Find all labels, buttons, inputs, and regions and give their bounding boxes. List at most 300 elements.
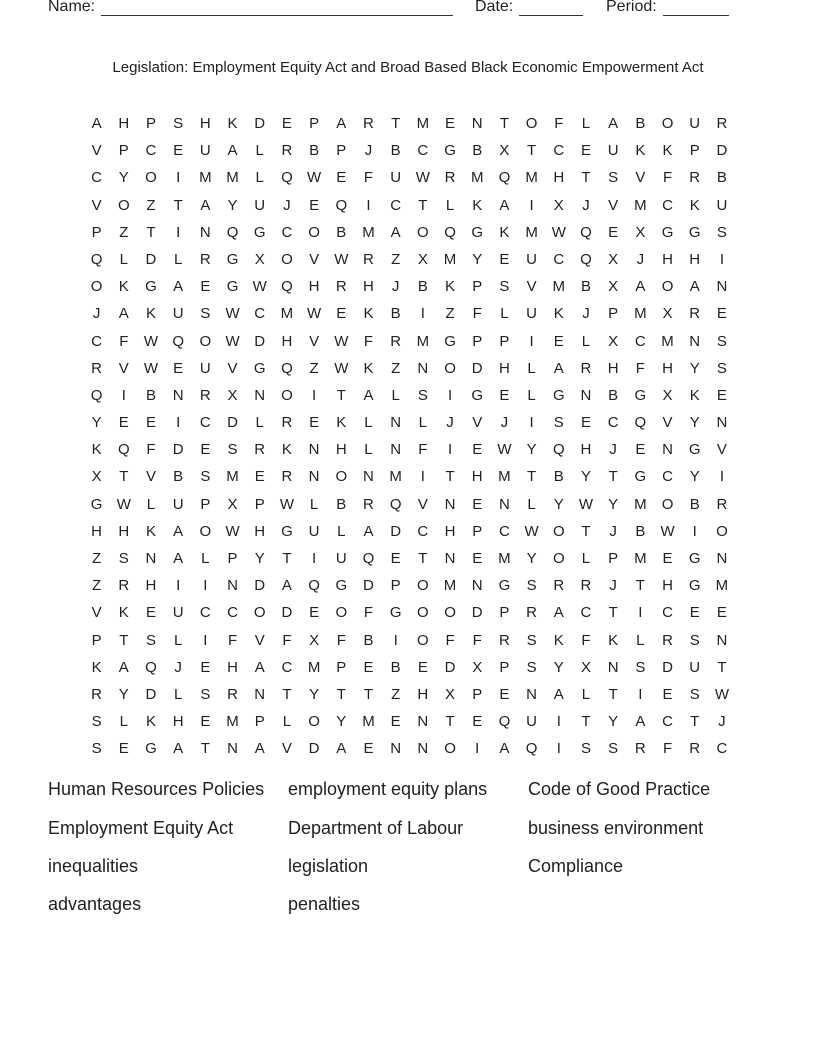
date-label: Date: (475, 0, 514, 15)
grid-cell: R (662, 631, 673, 649)
period-line[interactable] (663, 0, 729, 16)
grid-cell: W (524, 522, 539, 540)
grid-cell: K (227, 115, 238, 132)
grid-cell: E (118, 414, 129, 432)
grid-cell: W (143, 359, 159, 377)
grid-cell: Q (145, 658, 157, 676)
grid-cell: H (689, 250, 701, 268)
grid-cell: G (145, 740, 157, 758)
grid-cell: C (580, 604, 592, 622)
grid-cell: T (119, 631, 129, 649)
grid-cell: P (309, 115, 320, 132)
grid-cell: E (689, 604, 700, 622)
grid-cell: T (418, 550, 428, 567)
grid-cell: C (254, 305, 266, 323)
grid-cell: F (146, 441, 156, 459)
grid-cell: T (336, 685, 346, 703)
grid-cell: U (689, 115, 701, 132)
grid-cell: R (716, 115, 728, 132)
grid-cell: H (91, 522, 103, 540)
grid-cell: S (227, 441, 238, 459)
grid-cell: K (118, 278, 129, 296)
grid-cell: N (444, 550, 456, 567)
grid-cell: W (334, 359, 349, 377)
grid-cell: Z (92, 550, 102, 567)
grid-cell: U (335, 550, 347, 567)
grid-cell: C (662, 604, 673, 622)
grid-cell: M (470, 169, 484, 187)
grid-cell: K (118, 604, 129, 622)
grid-cell: U (254, 196, 266, 214)
word-list-item: Department of Labour (288, 818, 464, 838)
grid-cell: D (145, 250, 157, 268)
grid-cell: K (363, 305, 374, 323)
grid-cell: N (580, 386, 592, 404)
word-list-item: Employment Equity Act (48, 818, 234, 838)
grid-cell: D (254, 577, 266, 595)
grid-cell: N (390, 740, 402, 758)
grid-cell: S (716, 223, 727, 241)
grid-cell: Q (552, 441, 565, 459)
grid-cell: I (556, 713, 561, 731)
grid-cell: A (499, 196, 510, 214)
grid-cell: I (203, 631, 208, 649)
grid-cell: W (225, 305, 240, 323)
grid-cell: W (497, 441, 512, 459)
grid-cell: Q (362, 550, 375, 567)
grid-cell: U (172, 305, 184, 323)
grid-cell: O (308, 713, 320, 731)
grid-row (83, 224, 736, 251)
grid-cell: E (145, 414, 156, 432)
word-list-item: penalties (288, 894, 361, 914)
grid-cell: F (363, 332, 374, 350)
grid-cell: L (445, 196, 455, 214)
grid-cell: T (336, 386, 346, 404)
grid-cell: N (444, 495, 456, 513)
grid-cell: H (227, 658, 238, 676)
grid-cell: B (336, 495, 347, 513)
grid-cell: Y (526, 441, 537, 459)
grid-cell: G (335, 577, 348, 595)
grid-cell: C (498, 522, 510, 540)
grid-cell: E (173, 142, 184, 160)
name-field[interactable] (48, 0, 453, 16)
grid-cell: P (91, 223, 102, 241)
grid-cell: J (92, 305, 101, 323)
grid-cell: O (552, 522, 565, 540)
grid-cell: N (363, 468, 374, 486)
grid-cell: I (312, 550, 317, 567)
grid-cell: E (580, 142, 591, 160)
grid-cell: D (254, 332, 266, 350)
grid-cell: O (661, 495, 674, 513)
grid-cell: W (307, 305, 322, 323)
grid-cell: V (526, 278, 537, 296)
grid-cell: C (553, 142, 565, 160)
grid-cell: A (118, 305, 129, 323)
grid-cell: L (527, 386, 536, 404)
grid-cell: L (581, 550, 591, 567)
grid-cell: V (227, 359, 238, 377)
grid-cell: I (176, 169, 181, 187)
grid-cell: I (420, 468, 425, 486)
grid-cell: Q (226, 223, 239, 241)
grid-cell: I (719, 468, 724, 486)
grid-cell: N (716, 631, 728, 649)
grid-cell: K (499, 223, 510, 241)
grid-cell: E (118, 740, 129, 758)
grid-cell: L (309, 495, 319, 513)
grid-cell: W (714, 685, 729, 703)
name-label: Name: (48, 0, 96, 15)
grid-cell: O (417, 604, 429, 622)
grid-cell: W (660, 522, 675, 540)
grid-cell: X (608, 278, 619, 296)
grid-cell: M (552, 278, 566, 296)
grid-cell: M (443, 250, 457, 268)
word-list-item: advantages (48, 894, 142, 914)
grid-cell: V (608, 196, 619, 214)
grid-cell: L (418, 414, 428, 432)
grid-cell: E (309, 604, 320, 622)
grid-cell: I (176, 577, 181, 595)
grid-cell: G (226, 278, 239, 296)
grid-cell: F (662, 740, 673, 758)
grid-cell: K (336, 414, 347, 432)
grid-cell: P (499, 604, 510, 622)
grid-cell: I (366, 196, 371, 214)
grid-cell: Y (689, 359, 700, 377)
grid-cell: T (527, 468, 537, 486)
grid-cell: A (635, 278, 646, 296)
grid-cell: O (145, 169, 157, 187)
grid-cell: I (692, 522, 697, 540)
grid-cell: D (254, 115, 266, 132)
grid-cell: P (254, 495, 265, 513)
grid-cell: D (363, 577, 374, 595)
grid-cell: O (281, 250, 293, 268)
date-line[interactable] (519, 0, 583, 16)
grid-cell: G (688, 223, 701, 241)
grid-cell: O (661, 278, 674, 296)
grid-cell: G (634, 468, 647, 486)
grid-cell: N (716, 414, 728, 432)
grid-cell: U (172, 495, 184, 513)
grid-cell: P (145, 115, 156, 132)
grid-cell: A (689, 278, 700, 296)
grid-cell: R (227, 685, 238, 703)
grid-cell: X (553, 196, 564, 214)
grid-cell: T (146, 223, 156, 241)
grid-cell: H (118, 522, 130, 540)
grid-row (83, 659, 736, 686)
grid-cell: A (553, 359, 564, 377)
grid-cell: L (337, 522, 346, 540)
grid-cell: H (145, 577, 157, 595)
grid-cell: I (529, 414, 534, 432)
grid-cell: O (199, 522, 212, 540)
grid-row (83, 468, 736, 495)
grid-cell: B (689, 495, 700, 513)
grid-cell: N (254, 386, 266, 404)
grid-cell: R (526, 604, 538, 622)
grid-cell: K (363, 359, 374, 377)
grid-cell: E (662, 685, 673, 703)
grid-cell: Q (498, 169, 511, 187)
grid-cell: U (199, 359, 211, 377)
date-field[interactable] (475, 0, 583, 16)
grid-cell: L (255, 142, 264, 160)
grid-row (83, 278, 736, 305)
grid-cell: R (498, 631, 510, 649)
grid-cell: I (176, 223, 181, 241)
grid-cell: I (393, 631, 398, 649)
grid-cell: D (172, 441, 184, 459)
grid-cell: G (226, 250, 239, 268)
grid-cell: O (281, 386, 293, 404)
grid-cell: M (634, 550, 647, 567)
grid-cell: X (227, 495, 238, 513)
grid-cell: F (581, 631, 591, 649)
grid-cell: B (716, 169, 727, 187)
grid-row (83, 387, 736, 414)
grid-cell: K (281, 441, 292, 459)
grid-cell: E (281, 115, 292, 132)
grid-cell: F (662, 169, 673, 187)
grid-cell: P (336, 658, 347, 676)
grid-cell: L (173, 631, 183, 649)
grid-cell: D (444, 658, 456, 676)
grid-cell: I (529, 196, 534, 214)
grid-cell: J (636, 250, 645, 268)
grid-cell: O (552, 550, 565, 567)
grid-cell: X (499, 142, 510, 160)
grid-cell: V (472, 414, 483, 432)
grid-cell: L (581, 332, 591, 350)
grid-cell: R (363, 495, 374, 513)
grid-cell: Y (227, 196, 238, 214)
grid-cell: N (607, 658, 619, 676)
grid-cell: E (445, 115, 456, 132)
grid-cell: S (689, 685, 700, 703)
grid-cell: Q (335, 196, 348, 214)
grid-cell: C (417, 142, 429, 160)
word-list-item: employment equity plans (288, 779, 488, 799)
grid-cell: Q (308, 577, 320, 595)
grid-cell: A (254, 740, 265, 758)
grid-cell: G (444, 332, 456, 350)
name-line[interactable] (101, 0, 453, 16)
grid-cell: Y (91, 414, 102, 432)
grid-cell: S (608, 169, 619, 187)
grid-cell: N (498, 495, 510, 513)
grid-cell: W (551, 223, 566, 241)
grid-cell: R (335, 278, 347, 296)
grid-cell: X (608, 332, 619, 350)
grid-cell: N (417, 713, 429, 731)
grid-cell: Y (254, 550, 265, 567)
period-field[interactable] (606, 0, 729, 16)
grid-cell: O (417, 223, 429, 241)
grid-cell: Z (309, 359, 319, 377)
grid-cell: H (580, 441, 592, 459)
grid-cell: D (471, 604, 483, 622)
grid-cell: A (390, 223, 401, 241)
grid-cell: W (578, 495, 594, 513)
grid-cell: B (363, 631, 374, 649)
grid-cell: S (145, 631, 156, 649)
grid-cell: W (252, 278, 267, 296)
grid-cell: Q (90, 250, 103, 268)
grid-cell: M (199, 169, 212, 187)
grid-cell: L (146, 495, 156, 513)
grid-cell: N (390, 414, 402, 432)
grid-cell: T (499, 115, 509, 132)
grid-cell: C (662, 196, 673, 214)
grid-cell: G (444, 142, 456, 160)
grid-cell: E (499, 250, 510, 268)
grid-cell: P (472, 685, 483, 703)
grid-cell: K (553, 305, 564, 323)
grid-cell: T (445, 468, 455, 486)
grid-cell: V (716, 441, 727, 459)
grid-cell: M (525, 223, 538, 241)
grid-cell: F (227, 631, 238, 649)
grid-cell: E (309, 414, 320, 432)
grid-cell: C (662, 468, 673, 486)
grid-cell: S (200, 305, 211, 323)
grid-row (83, 632, 736, 659)
grid-cell: U (607, 142, 619, 160)
grid-cell: F (336, 631, 346, 649)
grid-cell: U (526, 250, 538, 268)
grid-cell: K (145, 305, 156, 323)
grid-cell: J (582, 305, 590, 323)
grid-cell: B (635, 522, 646, 540)
grid-cell: O (117, 196, 130, 214)
grid-cell: N (227, 740, 238, 758)
grid-cell: R (716, 495, 728, 513)
grid-cell: T (690, 713, 700, 731)
grid-cell: A (173, 522, 184, 540)
grid-cell: W (307, 169, 322, 187)
grid-cell: C (145, 142, 157, 160)
grid-cell: G (552, 386, 565, 404)
grid-row (83, 142, 736, 169)
grid-cell: Q (444, 223, 456, 241)
grid-cell: L (364, 441, 373, 459)
grid-cell: Y (118, 169, 129, 187)
grid-row (83, 550, 736, 577)
grid-cell: T (608, 468, 618, 486)
grid-cell: L (391, 386, 400, 404)
grid-cell: Z (391, 250, 401, 268)
grid-cell: N (172, 386, 184, 404)
grid-cell: D (308, 740, 320, 758)
grid-cell: F (119, 332, 129, 350)
grid-cell: E (580, 414, 591, 432)
grid-cell: H (199, 115, 211, 132)
grid-cell: H (363, 278, 374, 296)
grid-row (83, 115, 736, 142)
grid-cell: V (309, 250, 320, 268)
grid-cell: Y (526, 550, 537, 567)
grid-cell: Q (580, 223, 592, 241)
grid-cell: Y (336, 713, 347, 731)
grid-cell: R (281, 142, 293, 160)
grid-cell: M (525, 169, 538, 187)
grid-cell: P (608, 550, 619, 567)
grid-row (83, 740, 736, 767)
grid-cell: U (716, 196, 728, 214)
grid-cell: N (716, 278, 728, 296)
grid-cell: V (417, 495, 428, 513)
grid-cell: E (472, 550, 483, 567)
grid-cell: C (199, 604, 211, 622)
grid-cell: L (527, 359, 536, 377)
grid-cell: F (472, 305, 482, 323)
grid-cell: A (281, 577, 292, 595)
word-list-item: Compliance (528, 856, 624, 876)
grid-cell: I (447, 386, 453, 404)
grid-cell: G (281, 522, 293, 540)
grid-cell: D (716, 142, 728, 160)
grid-cell: V (309, 332, 320, 350)
grid-cell: E (200, 441, 211, 459)
grid-cell: N (417, 740, 429, 758)
grid-cell: O (253, 604, 266, 622)
grid-cell: E (336, 305, 347, 323)
grid-cell: E (145, 604, 156, 622)
grid-cell: A (608, 115, 619, 132)
grid-cell: N (689, 332, 701, 350)
grid-row (83, 577, 736, 604)
grid-cell: K (635, 142, 646, 160)
grid-cell: B (417, 278, 428, 296)
grid-cell: M (362, 223, 375, 241)
grid-cell: L (173, 250, 183, 268)
grid-cell: T (119, 468, 129, 486)
grid-cell: Q (281, 359, 293, 377)
grid-cell: V (281, 740, 292, 758)
grid-cell: T (282, 685, 292, 703)
grid-cell: S (91, 740, 102, 758)
grid-cell: I (529, 332, 534, 350)
header (48, 0, 748, 22)
grid-cell: R (634, 740, 646, 758)
word-list-item: Code of Good Practice (528, 779, 711, 799)
grid-cell: N (526, 685, 538, 703)
page-title: Legislation: Employment Equity Act and Broad Based Black Economic Empowerment Act (112, 59, 704, 76)
grid-cell: T (635, 577, 645, 595)
grid-cell: A (200, 196, 211, 214)
grid-cell: E (200, 713, 211, 731)
grid-cell: H (308, 278, 320, 296)
grid-cell: H (254, 522, 266, 540)
grid-cell: M (416, 115, 430, 132)
grid-cell: J (718, 713, 726, 731)
grid-cell: M (307, 658, 321, 676)
word-search-grid (83, 115, 736, 768)
grid-cell: S (526, 631, 537, 649)
period-label: Period: (606, 0, 657, 15)
grid-cell: V (91, 196, 102, 214)
grid-cell: E (390, 713, 401, 731)
grid-cell: H (662, 577, 673, 595)
grid-cell: S (526, 577, 537, 595)
grid-cell: T (527, 142, 537, 160)
